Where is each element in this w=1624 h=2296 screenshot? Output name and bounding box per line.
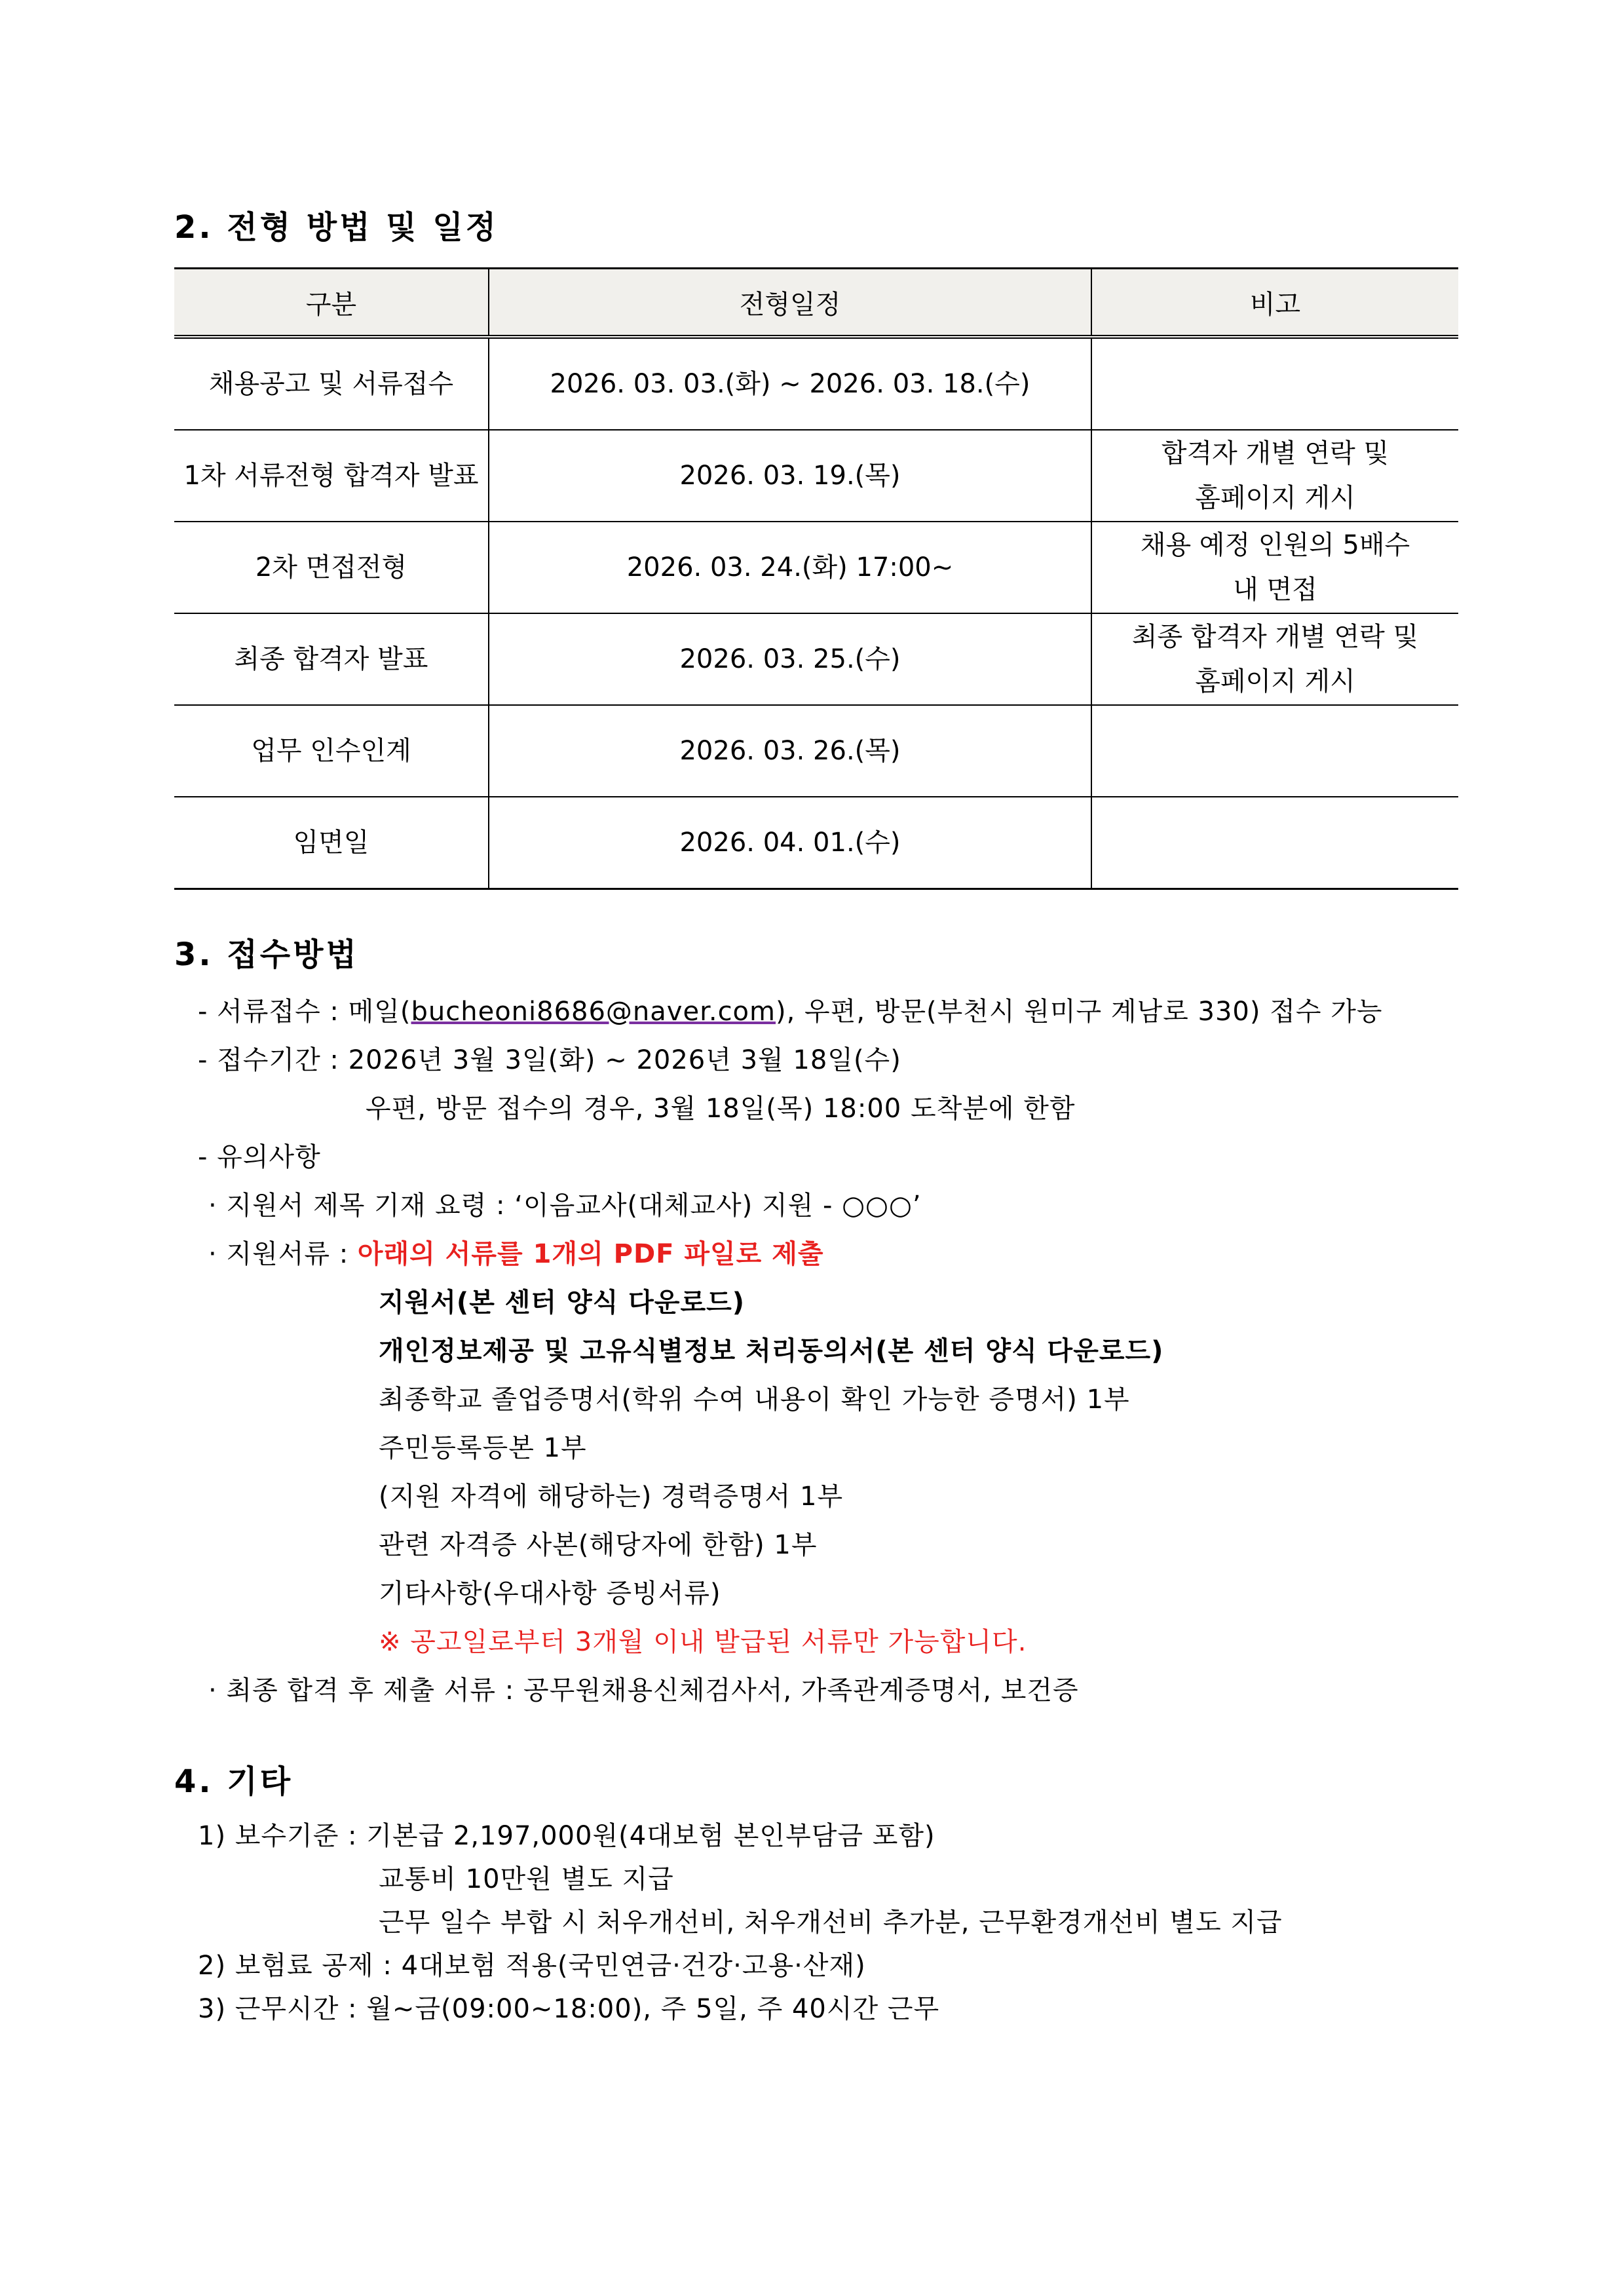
docs-label: · 지원서류 : — [208, 1239, 358, 1269]
period-line: - 접수기간 : 2026년 3월 3일(화) ~ 2026년 3월 18일(수) — [198, 1045, 901, 1075]
doc-item: 관련 자격증 사본(해당자에 한함) 1부 — [379, 1530, 818, 1560]
date-cell: 2026. 03. 03.(화) ~ 2026. 03. 18.(수) — [489, 337, 1091, 430]
note-cell — [1091, 705, 1458, 797]
doc-item: (지원 자격에 해당하는) 경력증명서 1부 — [379, 1482, 844, 1512]
doc-item: 최종학교 졸업증명서(학위 수여 내용이 확인 가능한 증명서) 1부 — [379, 1385, 1130, 1415]
header-category: 구분 — [174, 269, 489, 337]
note-line: 채용 예정 인원의 5배수 — [1140, 530, 1410, 560]
subject-line: · 지원서 제목 기재 요령 : ‘이음교사(대체교사) 지원 - ○○○’ — [208, 1191, 922, 1221]
docs-pdf-instruction: 아래의 서류를 1개의 PDF 파일로 제출 — [357, 1239, 824, 1269]
stage-cell: 1차 서류전형 합격자 발표 — [174, 430, 489, 522]
note-cell — [1091, 522, 1458, 613]
table-row — [174, 613, 1458, 705]
hours-line: 3) 근무시간 : 월~금(09:00~18:00), 주 5일, 주 40시간 근무 — [198, 1994, 940, 2024]
insurance-line: 2) 보험료 공제 : 4대보험 적용(국민연금·건강·고용·산재) — [198, 1951, 866, 1981]
header-schedule: 전형일정 — [489, 269, 1091, 337]
pay-line — [198, 1815, 935, 1852]
docs-prefix: - 서류접수 : 메일( — [198, 997, 411, 1027]
stage-cell: 최종 합격자 발표 — [174, 613, 489, 705]
section-2-heading: 2. 전형 방법 및 일정 — [174, 209, 499, 246]
stage-cell: 업무 인수인계 — [174, 705, 489, 797]
schedule-header-row — [174, 269, 1458, 337]
date-cell: 2026. 04. 01.(수) — [489, 797, 1091, 889]
note-line: 합격자 개별 연락 및 — [1161, 438, 1389, 469]
note-line: 홈페이지 게시 — [1195, 666, 1355, 697]
doc-item: 주민등록등본 1부 — [379, 1433, 587, 1463]
note-cell — [1091, 613, 1458, 705]
stage-cell: 2차 면접전형 — [174, 522, 489, 613]
pay-allowance: 근무 일수 부합 시 처우개선비, 처우개선비 추가분, 근무환경개선비 별도 지급 — [379, 1907, 1283, 1938]
pay-label: 1) 보수기준 : — [198, 1821, 367, 1851]
docs-submission-line — [198, 991, 1382, 1028]
note-cell — [1091, 797, 1458, 889]
doc-item: 지원서(본 센터 양식 다운로드) — [379, 1288, 746, 1318]
note-cell — [1091, 337, 1458, 430]
notes-label: - 유의사항 — [198, 1142, 321, 1172]
table-row — [174, 522, 1458, 613]
table-row — [174, 705, 1458, 797]
table-row — [174, 430, 1458, 522]
date-cell: 2026. 03. 26.(목) — [489, 705, 1091, 797]
date-cell: 2026. 03. 25.(수) — [489, 613, 1091, 705]
stage-cell: 임면일 — [174, 797, 489, 889]
pay-transport: 교통비 10만원 별도 지급 — [379, 1864, 674, 1894]
doc-warning: ※ 공고일로부터 3개월 이내 발급된 서류만 가능합니다. — [379, 1627, 1027, 1657]
note-line: 홈페이지 게시 — [1195, 483, 1355, 513]
final-docs-line: · 최종 합격 후 제출 서류 : 공무원채용신체검사서, 가족관계증명서, 보건증 — [208, 1675, 1079, 1706]
pay-base: 기본급 2,197,000원(4대보험 본인부담금 포함) — [366, 1821, 935, 1851]
schedule-table — [174, 267, 1458, 890]
email-link[interactable]: bucheoni8686@naver.com — [411, 997, 776, 1027]
docs-required-line — [208, 1233, 824, 1271]
section-4-heading: 4. 기타 — [174, 1763, 293, 1800]
header-note: 비고 — [1091, 269, 1458, 337]
date-cell: 2026. 03. 19.(목) — [489, 430, 1091, 522]
note-line: 최종 합격자 개별 연락 및 — [1131, 622, 1419, 652]
doc-item: 기타사항(우대사항 증빙서류) — [379, 1578, 721, 1609]
date-cell: 2026. 03. 24.(화) 17:00~ — [489, 522, 1091, 613]
section-3-heading: 3. 접수방법 — [174, 936, 359, 973]
period-note: 우편, 방문 접수의 경우, 3월 18일(목) 18:00 도착분에 한함 — [366, 1094, 1076, 1124]
note-cell — [1091, 430, 1458, 522]
docs-suffix: ), 우편, 방문(부천시 원미구 계남로 330) 접수 가능 — [776, 997, 1383, 1027]
doc-item: 개인정보제공 및 고유식별정보 처리동의서(본 센터 양식 다운로드) — [379, 1336, 1164, 1366]
table-row — [174, 337, 1458, 430]
note-line: 내 면접 — [1233, 575, 1317, 605]
stage-cell: 채용공고 및 서류접수 — [174, 337, 489, 430]
table-row — [174, 797, 1458, 889]
